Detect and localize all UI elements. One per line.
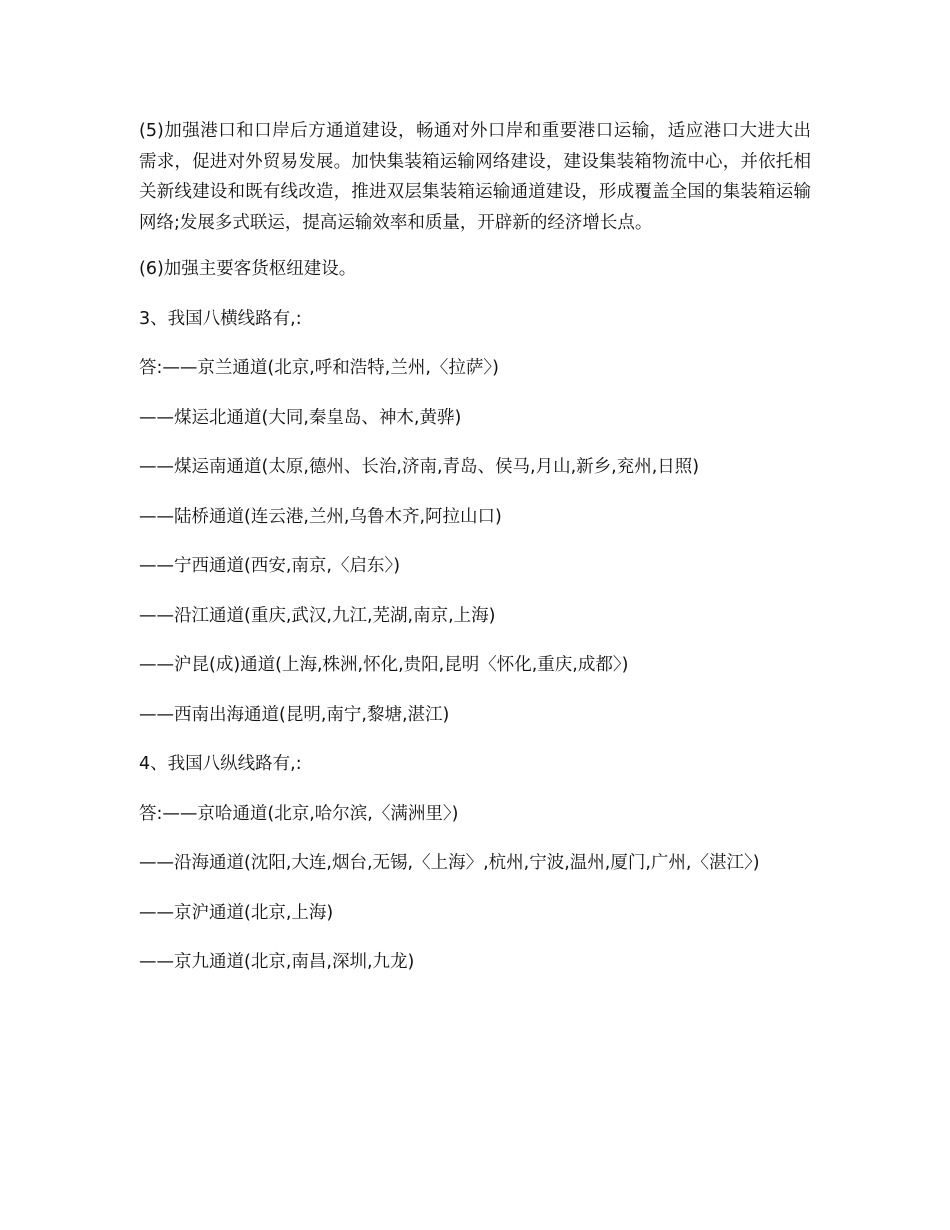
vertical-line-1: 答:——京哈通道(北京,哈尔滨,〈满洲里〉) xyxy=(139,803,459,824)
vertical-line-4: ——京九通道(北京,南昌,深圳,九龙) xyxy=(139,952,415,972)
horizontal-line-1: 答:——京兰通道(北京,呼和浩特,兰州,〈拉萨〉) xyxy=(139,358,499,378)
vertical-line-2: ——沿海通道(沈阳,大连,烟台,无锡,〈上海〉,杭州,宁波,温州,厦门,广州,〈湛江〉) xyxy=(139,853,760,873)
vertical-line-3: ——京沪通道(北京,上海) xyxy=(139,902,334,923)
question-4-heading: 4、我国八纵线路有,: xyxy=(139,754,302,774)
horizontal-line-7: ——沪昆(成)通道(上海,株洲,怀化,贵阳,昆明〈怀化,重庆,成都〉) xyxy=(139,655,629,675)
document-body xyxy=(139,116,811,997)
horizontal-line-3: ——煤运南通道(太原,德州、长治,济南,青岛、侯马,月山,新乡,兖州,日照) xyxy=(139,457,700,477)
horizontal-line-2: ——煤运北通道(大同,秦皇岛、神木,黄骅) xyxy=(139,407,462,428)
horizontal-line-4: ——陆桥通道(连云港,兰州,乌鲁木齐,阿拉山口) xyxy=(139,506,502,527)
question-3-heading: 3、我国八横线路有,: xyxy=(139,308,302,329)
horizontal-line-6: ——沿江通道(重庆,武汉,九江,芜湖,南京,上海) xyxy=(139,605,496,626)
horizontal-line-5: ——宁西通道(西安,南京,〈启东〉) xyxy=(139,556,401,576)
paragraph-item-6-hubs: (6)加强主要客货枢纽建设。 xyxy=(139,259,357,279)
horizontal-line-8: ——西南出海通道(昆明,南宁,黎塘,湛江) xyxy=(139,704,450,725)
paragraph-item-5-port-channels: (5)加强港口和口岸后方通道建设，畅通对外口岸和重要港口运输，适应港口大进大出需求，促进对外贸易发展。加快集装箱运输网络建设，建设集装箱物流中心，并依托相关新线建设和既有线改造，推进双层集装箱运输通道建设，形成覆盖全国的集装箱运输网络;发展多式联运，提高运输效率和质量，开辟新的经济增长点。 xyxy=(139,121,811,233)
